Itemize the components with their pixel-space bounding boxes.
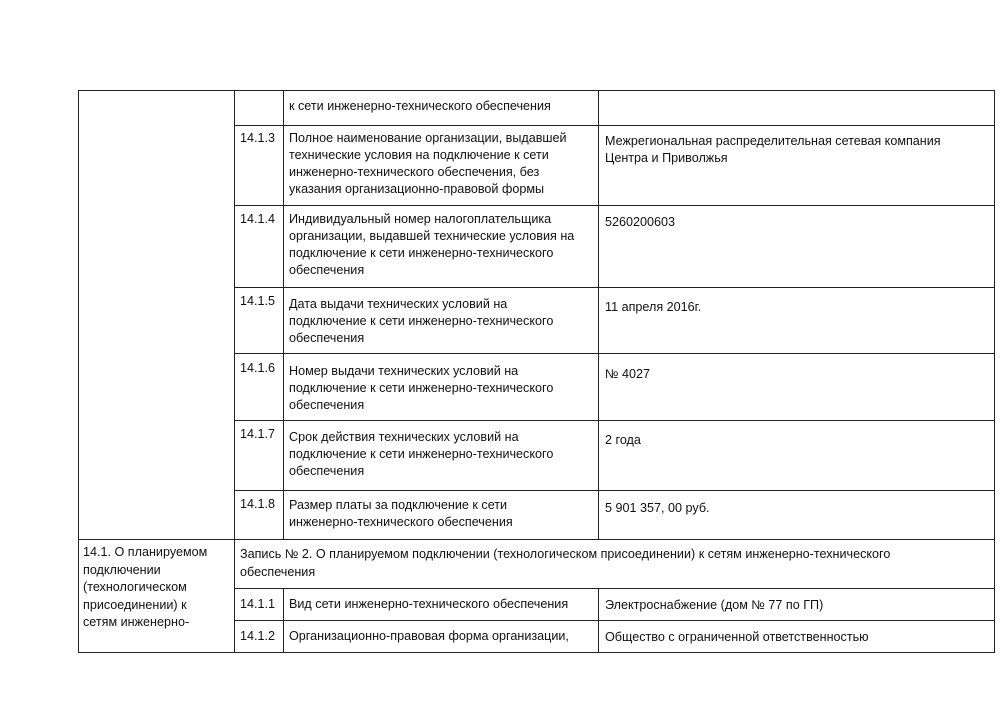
row-label: Номер выдачи технических условий на подключение к сети инженерно-технического обеспечения xyxy=(289,364,554,412)
row-value: 5260200603 xyxy=(605,215,676,229)
row-label: Индивидуальный номер налогоплательщика организации, выдавшей технические условия на подключение к сети инженерно-технического обеспечения xyxy=(289,212,575,277)
column-divider xyxy=(283,588,284,653)
row-number: 14.1.8 xyxy=(240,497,276,511)
row-label: Полное наименование организации, выдавшей технические условия на подключение к сети инженерно-технического обеспечения, без указания организационно-правовой формы xyxy=(289,131,567,196)
row-number: 14.1.3 xyxy=(240,131,276,145)
row-value: 2 года xyxy=(605,433,641,447)
table-border-left xyxy=(78,90,79,653)
row-label: Вид сети инженерно-технического обеспечения xyxy=(289,597,569,611)
table-border-bottom xyxy=(78,652,994,653)
row-number: 14.1.7 xyxy=(240,427,276,441)
row-value: Электроснабжение (дом № 77 по ГП) xyxy=(605,598,824,612)
row-divider xyxy=(234,588,994,589)
row-divider xyxy=(234,420,994,421)
record-title: Запись № 2. О планируемом подключении (технологическом присоединении) к сетям инженерно-технического обеспечения xyxy=(240,547,891,579)
column-divider xyxy=(234,90,235,653)
section-divider xyxy=(78,539,994,540)
row-number: 14.1.1 xyxy=(240,597,276,611)
row-value: Общество с ограниченной ответственностью xyxy=(605,630,869,644)
column-divider xyxy=(283,90,284,539)
row-number: 14.1.4 xyxy=(240,212,276,226)
row-divider xyxy=(234,620,994,621)
row-number: 14.1.6 xyxy=(240,361,276,375)
row-divider xyxy=(234,287,994,288)
row-divider xyxy=(234,205,994,206)
row-value: 5 901 357, 00 руб. xyxy=(605,501,710,515)
row-label: Дата выдачи технических условий на подключение к сети инженерно-технического обеспечения xyxy=(289,297,554,345)
row-divider xyxy=(234,490,994,491)
row-divider xyxy=(234,125,994,126)
row-value: 11 апреля 2016г. xyxy=(605,300,702,314)
table-border-top xyxy=(78,90,994,91)
row-number: 14.1.2 xyxy=(240,629,276,643)
row-label: Срок действия технических условий на подключение к сети инженерно-технического обеспечения xyxy=(289,430,554,478)
row-label: Организационно-правовая форма организации, xyxy=(289,629,569,643)
section-heading: 14.1. О планируемом подключении (технологическом присоединении) к сетям инженерно- xyxy=(83,545,208,629)
row-value: Межрегиональная распределительная сетевая компания Центра и Приволжья xyxy=(605,134,941,165)
row-label: Размер платы за подключение к сети инженерно-технического обеспечения xyxy=(289,498,513,529)
row-value: № 4027 xyxy=(605,367,651,381)
table-border-right xyxy=(994,90,995,653)
column-divider xyxy=(598,588,599,653)
column-divider xyxy=(598,90,599,539)
continuation-text: к сети инженерно-технического обеспечения xyxy=(289,99,551,113)
row-divider xyxy=(234,353,994,354)
row-number: 14.1.5 xyxy=(240,294,276,308)
